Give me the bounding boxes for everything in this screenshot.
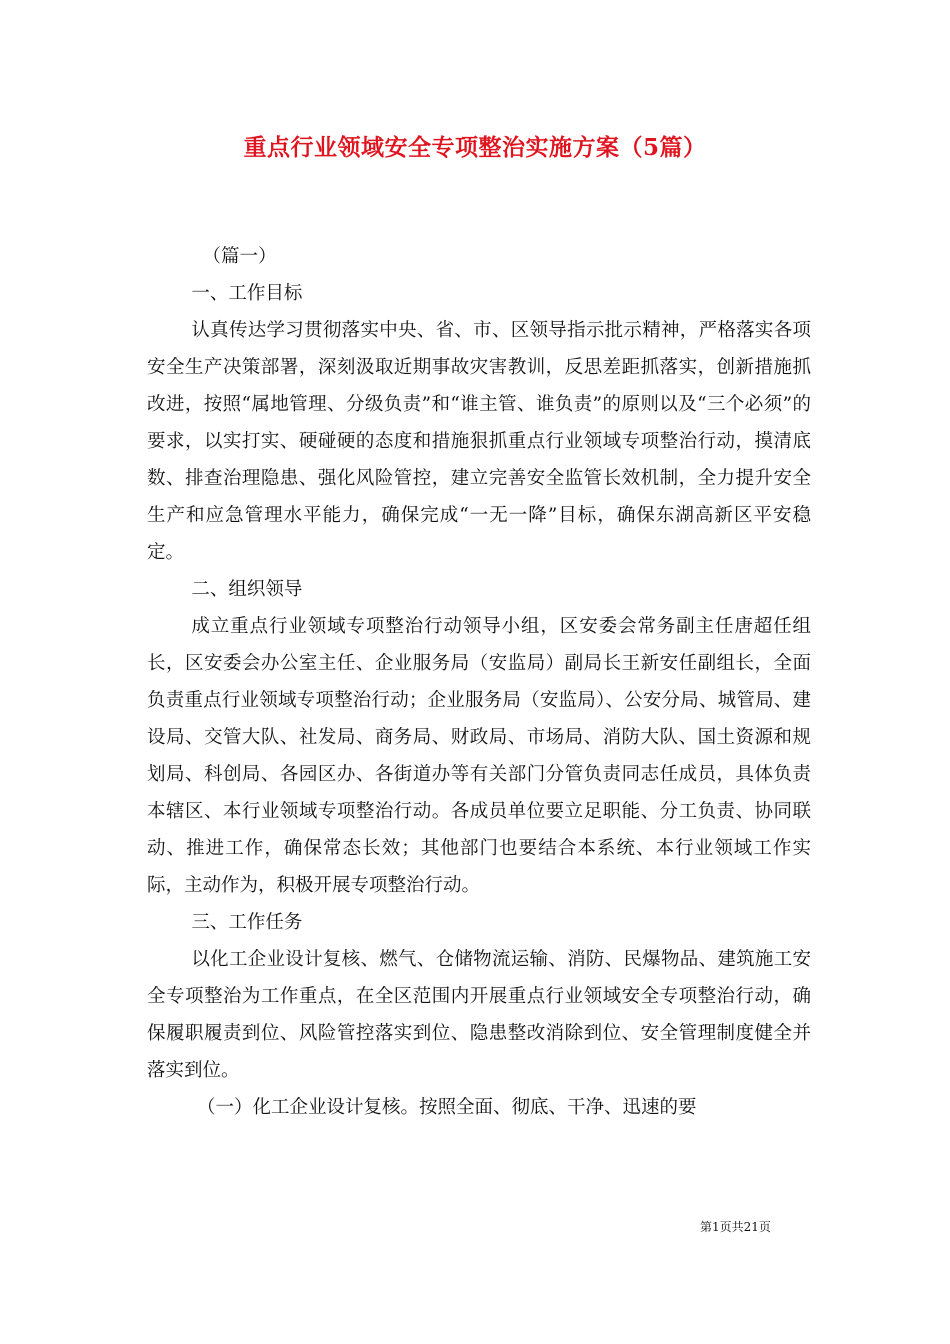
paragraph-tasks: 以化工企业设计复核、燃气、仓储物流运输、消防、民爆物品、建筑施工安全专项整治为工作重点，在全区范围内开展重点行业领域安全专项整治行动，确保履职履责到位、风险管控落实到位、隐患整改消除到位、安全管理制度健全并落实到位。 — [147, 949, 811, 1081]
section-heading-tasks: 三、工作任务 — [191, 912, 303, 933]
section-heading-goals: 一、工作目标 — [191, 283, 303, 304]
document-title: 重点行业领域安全专项整治实施方案（5篇） — [243, 134, 707, 161]
section-heading-leadership: 二、组织领导 — [191, 579, 303, 600]
paragraph-subsection-chemical: （一）化工企业设计复核。按照全面、彻底、干净、迅速的要 — [196, 1097, 697, 1118]
paragraph-goals: 认真传达学习贯彻落实中央、省、市、区领导指示批示精神，严格落实各项安全生产决策部署，深刻汲取近期事故灾害教训，反思差距抓落实，创新措施抓改进，按照“属地管理、分级负责”和“谁主管、谁负责”的原则以及“三个必须”的要求，以实打实、硬碰硬的态度和措施狠抓重点行业领域专项整治行动，摸清底数、排查治理隐患、强化风险管控，建立完善安全监管长效机制，全力提升安全生产和应急管理水平能力，确保完成“一无一降”目标，确保东湖高新区平安稳定。 — [147, 320, 811, 563]
part-label: （篇一） — [202, 246, 277, 267]
page-number: 第1页共21页 — [700, 1220, 771, 1234]
paragraph-leadership: 成立重点行业领域专项整治行动领导小组，区安委会常务副主任唐超任组长，区安委会办公室主任、企业服务局（安监局）副局长王新安任副组长，全面负责重点行业领域专项整治行动；企业服务局（安监局）、公安分局、城管局、建设局、交管大队、社发局、商务局、财政局、市场局、消防大队、国土资源和规划局、科创局、各园区办、各街道办等有关部门分管负责同志任成员，具体负责本辖区、本行业领域专项整治行动。各成员单位要立足职能、分工负责、协同联动、推进工作，确保常态长效；其他部门也要结合本系统、本行业领域工作实际，主动作为，积极开展专项整治行动。 — [147, 616, 811, 896]
document-body — [147, 238, 811, 1126]
